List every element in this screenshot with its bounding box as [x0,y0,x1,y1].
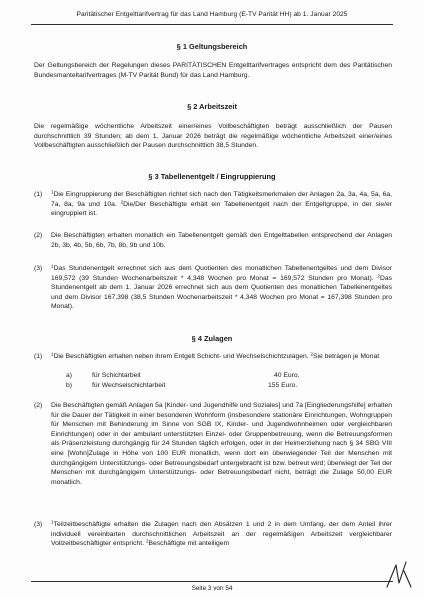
footnote-marker: 1 [51,351,54,357]
footnote-marker: 1 [51,263,54,269]
page-footer: Seite 3 von 54 [191,585,233,592]
footnote-marker: 2 [310,351,314,357]
item-number: (1) [34,353,43,360]
item-number: (3) [34,265,43,272]
allowance-amount: 155 Euro. [268,382,298,389]
section-4-item-2 [34,401,392,487]
page-header: Paritätischer Entgelttarifvertrag für das Land Hamburg (E-TV Parität HH) ab 1. Januar 2025 [76,11,348,18]
allowance-label: für Wechselschichtarbeit [92,382,166,389]
item-text: Die/Der Beschäftigte erhält ein Tabellenentgelt nach der Entgeltgruppe, in der sie/er eingruppiert ist. [51,200,392,218]
item-text: Die Eingruppierung der Beschäftigten richtet sich nach den Tätigkeitsmerkmalen der Anlagen 2a, 3a, 4a, 5a, 6a, 7a, 8a, 9a und 10a. [51,191,392,208]
section-3-item-2 [34,231,392,250]
allowance-amount: 40 Euro, [274,372,300,379]
footer-rule [31,581,393,582]
allowance-letter: a) [66,372,73,379]
allowance-letter: b) [66,382,73,389]
section-1-text: Der Geltungsbereich der Regelungen dieses PARITÄTISCHEN Entgelttarifvertrages entspricht dem des Paritätischen Bundesmanteltarifvertrages (M-TV Parität Bund) für das Land Hamburg. [34,62,392,79]
item-text: Die Beschäftigten erhalten monatlich ein Tabellenentgelt gemäß den Entgelttabellen entsprechend der Anlagen 2b, 3b, 4b, 5b, 6b, 7b, 8b, 9b und 10b. [51,232,392,249]
header-rule [31,24,393,25]
footnote-marker: 1 [51,189,54,195]
handwritten-initials-signature [384,557,414,593]
item-text: Beschäftigte mit anteiligem [148,540,230,548]
item-text: Das Stundenentgelt ab dem 1. Januar 2026 errechnet sich aus dem Quotienten des monatlichen Tabellenentgeltes und dem Divisor 167,398 (38,5 Stunden Wochenarbeitszeit * 4,348 Wochen pro Monat = 167,398 Stunden pro Monat). [51,274,392,311]
item-text: Teilzeitbeschäftigte erhalten die Zulagen nach den Absätzen 1 und 2 in dem Umfang, der dem Anteil ihrer individuell vereinbarten durchschnittlichen Arbeitszeit an der regelmäßigen Arbeitszeit vergleichbarer Vollzeitbeschäftigter entspricht. [51,521,392,548]
item-number: (2) [34,402,43,409]
item-text: Das Stundenentgelt errechnet sich aus dem Quotienten des monatlichen Tabellenentgeltes und dem Divisor 169,572 (39 Stunden Wochenarbeitszeit * 4,348 Wochen pro Monat = 169,572 Stunden pro Monat). [51,265,392,282]
footnote-marker: 2 [120,199,124,204]
section-3-item-1 [34,190,392,219]
section-4-item-1 [34,352,392,362]
section-2-heading: § 2 Arbeitszeit [187,102,237,111]
section-3-item-3 [34,264,392,312]
section-1-heading: § 1 Geltungsbereich [176,42,248,51]
item-text: Sie betragen je Monat [313,353,380,360]
allowance-label: für Schichtarbeit [92,372,141,379]
item-text: Die Beschäftigten erhalten neben ihrem Entgelt Schicht- und Wechselschichtzulagen. [53,353,311,360]
item-number: (1) [34,191,43,198]
section-2-text: Die regelmäßige wöchentliche Arbeitszeit einer/eines Vollbeschäftigten beträgt ausschließlich der Pausen durchschnittlich 39 Stunden; ab dem 1. Januar 2026 beträgt die regelmäßige wöchentliche Arbeitszeit einer/eines Vollbeschäftigten ausschließlich der Pausen durchschnittlich 38,5 Stunden. [34,123,392,150]
footnote-marker: 1 [51,519,54,525]
section-3-heading: § 3 Tabellenentgelt / Eingruppierung [148,172,276,181]
footnote-marker: 2 [145,538,149,544]
section-4-item-3 [34,520,392,549]
item-text: Die Beschäftigten gemäß Anlagen 5a [Kinder- und Jugendhilfe und Soziales] und 7a [Eingliederungshilfe] erhalten für die Dauer der Tätigkeit in einer besonderen Wohnform (insbesondere stationäre Einrichtungen, Wohngruppen für Menschen mit Behinderung im Sinne von SGB IX, Kinder- und Jugendwohnheimen oder vergleichbaren Einrichtungen) oder in der ambulant unterstützten Einzel- oder Gruppenbetreuung, wenn die Betreuungsformen als Präsenzleistung durchgängig für 24 Stunden täglich erfolgen, oder in der Heimerziehung nach § 34 SBG VIII eine [Wohn]Zulage in Höhe von 100 EUR monatlich, wenn dort ein überwiegender Teil der Menschen mit durchgängigem Unterstützungs- oder Betreuungsbedarf untergebracht ist bzw. betreut wird; überwiegt der Teil der Menschen mit durchgängigem Unterstützungs- oder Betreuungsbedarf nicht, beträgt die Zulage 50,00 EUR monatlich. [51,402,392,486]
footnote-marker: 2 [377,273,380,278]
item-number: (3) [34,521,43,528]
item-number: (2) [34,232,43,239]
section-4-heading: § 4 Zulagen [191,334,233,343]
